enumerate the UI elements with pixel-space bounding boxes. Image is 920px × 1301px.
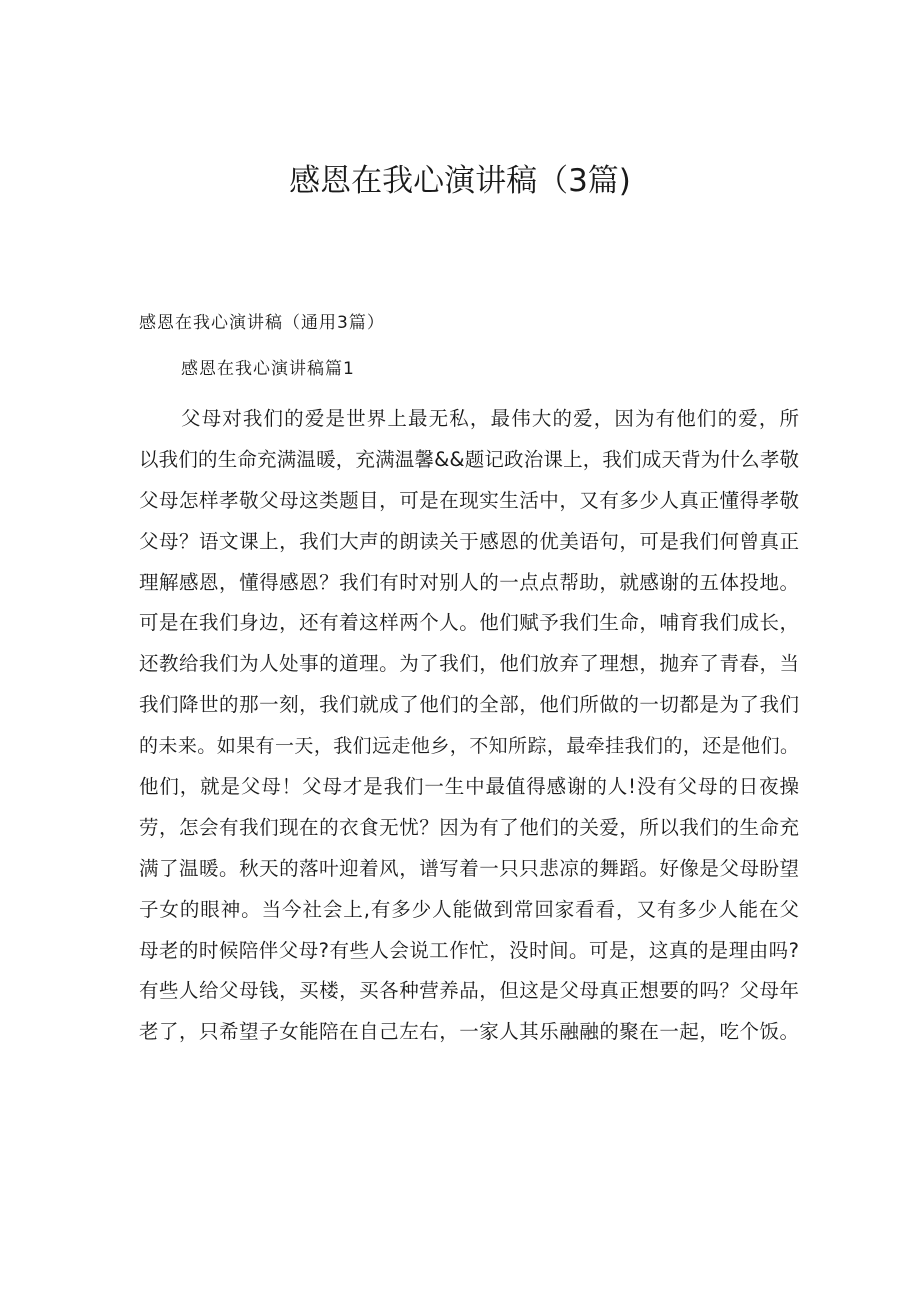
document-title: 感恩在我心演讲稿（3篇): [289, 163, 631, 199]
body-line: 理解感恩，懂得感恩？我们有时对别人的一点点帮助，就感谢的五体投地。: [139, 570, 799, 594]
body-line: 他们，就是父母！父母才是我们一生中最值得感谢的人!没有父母的日夜操: [139, 775, 799, 799]
body-line: 父母？语文课上，我们大声的朗读关于感恩的优美语句，可是我们何曾真正: [139, 529, 799, 553]
body-line: 子女的眼神。当今社会上,有多少人能做到常回家看看，又有多少人能在父: [139, 897, 799, 921]
body-line: 还教给我们为人处事的道理。为了我们，他们放弃了理想，抛弃了青春，当: [139, 652, 799, 676]
section-heading: 感恩在我心演讲稿篇1: [181, 359, 355, 379]
body-text: [139, 404, 799, 1058]
body-line: 父母对我们的爱是世界上最无私，最伟大的爱，因为有他们的爱，所: [181, 407, 799, 430]
body-line: 满了温暖。秋天的落叶迎着风，谱写着一只只悲凉的舞蹈。好像是父母盼望: [139, 856, 799, 880]
body-line: 母老的时候陪伴父母?有些人会说工作忙，没时间。可是，这真的是理由吗?: [139, 938, 799, 962]
body-line: 劳，怎会有我们现在的衣食无忧？因为有了他们的关爱，所以我们的生命充: [139, 815, 799, 839]
body-line: 我们降世的那一刻，我们就成了他们的全部，他们所做的一切都是为了我们: [139, 693, 799, 717]
body-line: 有些人给父母钱，买楼，买各种营养品，但这是父母真正想要的吗？父母年: [139, 979, 799, 1003]
body-line: 父母怎样孝敬父母这类题目，可是在现实生活中，又有多少人真正懂得孝敬: [139, 488, 799, 512]
body-line: 的未来。如果有一天，我们远走他乡，不知所踪，最牵挂我们的，还是他们。: [139, 735, 799, 758]
body-line: 可是在我们身边，还有着这样两个人。他们赋予我们生命，哺育我们成长，: [139, 611, 799, 635]
body-line: 老了，只希望子女能陪在自己左右，一家人其乐融融的聚在一起，吃个饭。: [139, 1020, 799, 1044]
document-subtitle: 感恩在我心演讲稿（通用3篇）: [139, 313, 385, 333]
body-line: 以我们的生命充满温暖，充满温馨&&题记政治课上，我们成天背为什么孝敬: [139, 447, 799, 471]
